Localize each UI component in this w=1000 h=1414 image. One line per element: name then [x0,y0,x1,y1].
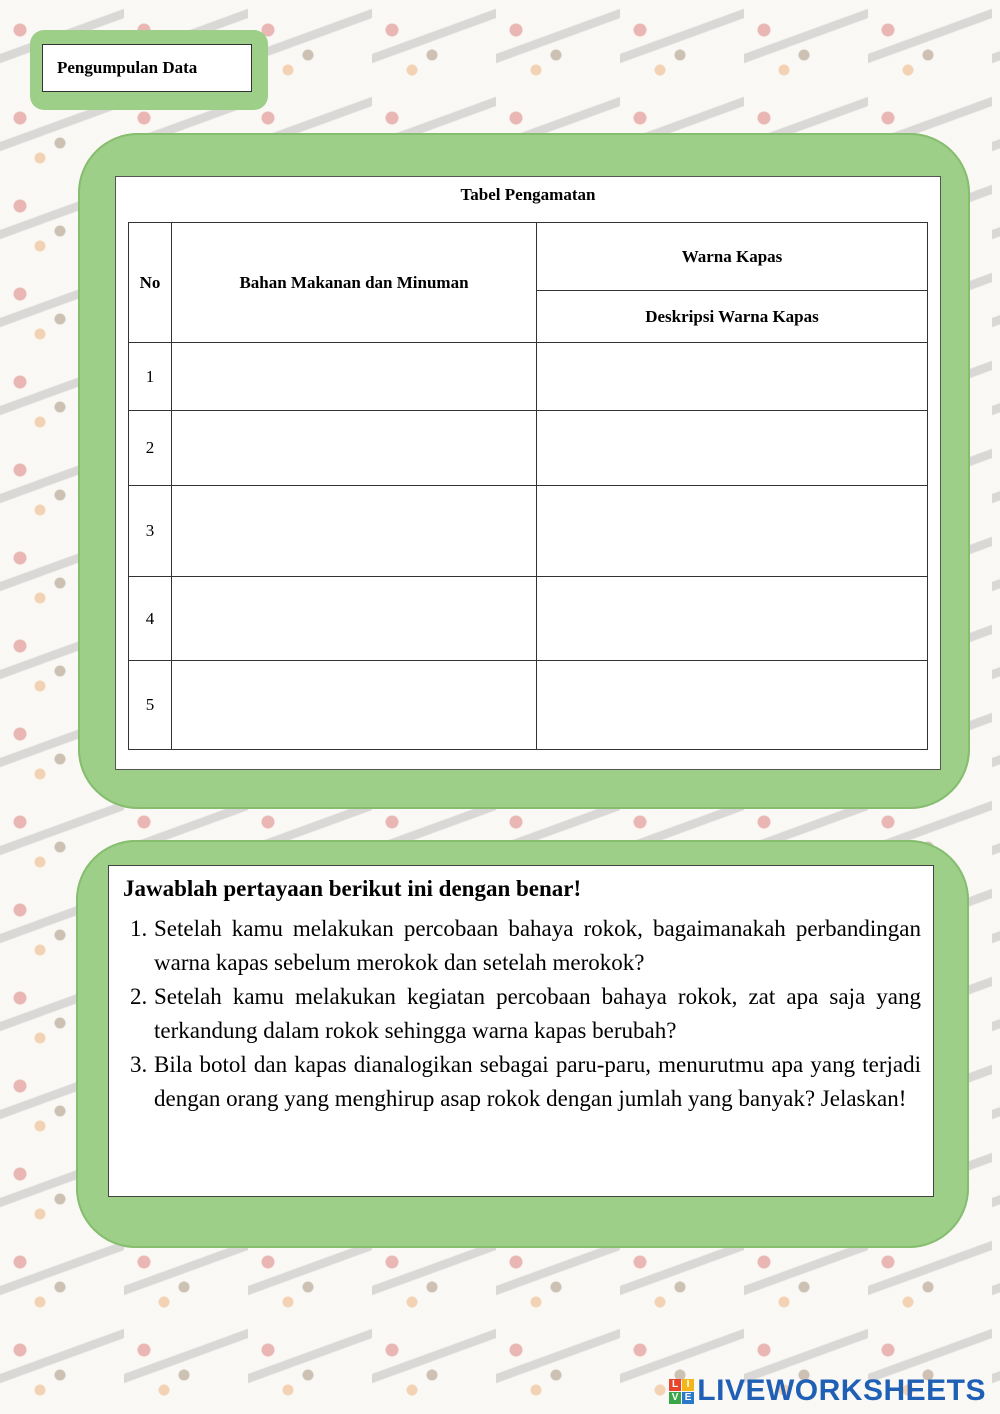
question-item: 3. Bila botol dan kapas dianalogikan sebagai paru-paru, menurutmu apa yang terjadi dengan orang yang menghirup asap rokok dengan jumlah yang banyak? Jelaskan! [153,1048,921,1116]
row-number: 3 [129,486,172,577]
bahan-cell[interactable] [172,661,537,750]
bahan-cell[interactable] [172,486,537,577]
table-row [129,486,928,577]
bahan-cell[interactable] [172,343,537,411]
header-warna: Warna Kapas [537,223,928,291]
section-label: Pengumpulan Data [42,44,252,92]
brand-text: LIVEWORKSHEETS [697,1374,986,1407]
bahan-cell[interactable] [172,411,537,486]
question-list [123,912,921,1116]
table-panel [115,176,941,770]
table-row [129,411,928,486]
row-number: 4 [129,577,172,661]
deskripsi-cell[interactable] [537,411,928,486]
deskripsi-cell[interactable] [537,486,928,577]
table-title: Tabel Pengamatan [460,185,596,204]
questions-title: Jawablah pertayaan berikut ini dengan benar! [123,876,582,901]
question-item: 2. Setelah kamu melakukan kegiatan percobaan bahaya rokok, zat apa saja yang terkandung dalam rokok sehingga warna kapas berubah? [153,980,921,1048]
questions-panel [108,865,934,1197]
row-number: 5 [129,661,172,750]
row-number: 2 [129,411,172,486]
table-row [129,577,928,661]
liveworksheets-logo [669,1374,986,1408]
deskripsi-cell[interactable] [537,661,928,750]
header-no: No [129,223,172,343]
question-item: 1. Setelah kamu melakukan percobaan bahaya rokok, bagaimanakah perbandingan warna kapas sebelum merokok dan setelah merokok? [153,912,921,980]
deskripsi-cell[interactable] [537,577,928,661]
header-deskripsi: Deskripsi Warna Kapas [537,291,928,343]
bahan-cell[interactable] [172,577,537,661]
observation-table [128,222,928,750]
brand-logo-icon: L I V E [669,1379,694,1404]
table-row [129,661,928,750]
table-row [129,343,928,411]
deskripsi-cell[interactable] [537,343,928,411]
row-number: 1 [129,343,172,411]
header-bahan: Bahan Makanan dan Minuman [172,223,537,343]
